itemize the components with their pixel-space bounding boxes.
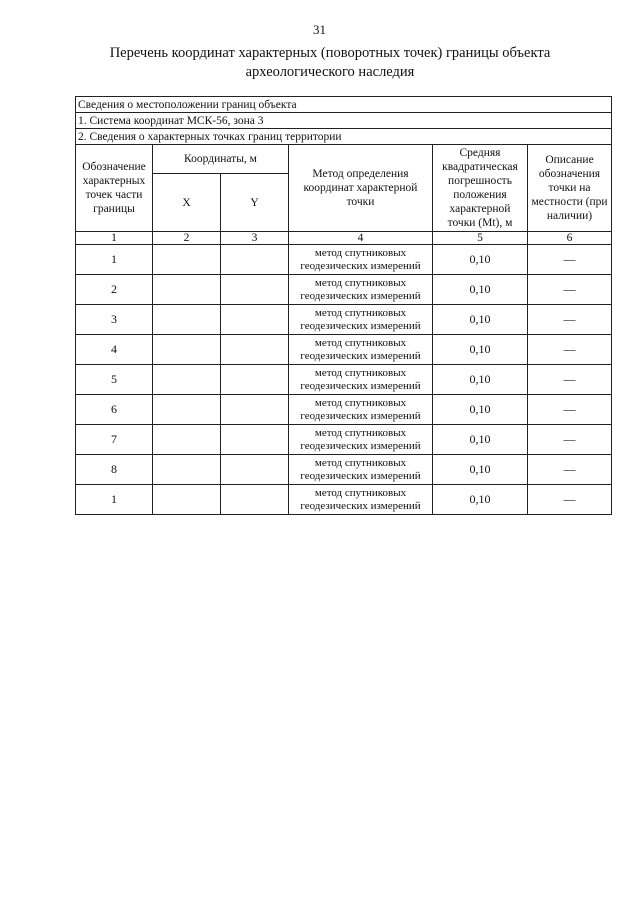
- table-row: [76, 275, 612, 305]
- header-coordinates: Координаты, м: [153, 145, 289, 174]
- y-coordinate-cell: [221, 365, 289, 395]
- method-cell: [289, 365, 433, 395]
- x-coordinate-cell: [153, 335, 221, 365]
- description-cell: —: [528, 275, 612, 305]
- document-title-line2: археологического наследия: [245, 64, 415, 80]
- table-row: [76, 245, 612, 275]
- method-cell: [289, 485, 433, 515]
- error-cell: 0,10: [433, 395, 528, 425]
- method-line1: метод спутниковых: [314, 276, 407, 289]
- point-number-cell: 1: [76, 245, 153, 275]
- error-cell: 0,10: [433, 425, 528, 455]
- method-line2: геодезических измерений: [300, 499, 421, 512]
- table-row: [76, 395, 612, 425]
- method-line1: метод спутниковых: [314, 246, 407, 259]
- info-coordinate-system-cell: 1. Система координат МСК-56, зона 3: [76, 113, 612, 129]
- point-number-cell: 4: [76, 335, 153, 365]
- method-line1: метод спутниковых: [314, 396, 407, 409]
- document-title: [60, 44, 600, 82]
- description-cell: —: [528, 335, 612, 365]
- method-line1: метод спутниковых: [314, 486, 407, 499]
- info-row: [76, 113, 612, 129]
- y-coordinate-cell: [221, 455, 289, 485]
- description-cell: —: [528, 425, 612, 455]
- x-coordinate-cell: [153, 395, 221, 425]
- header-method: Метод определения координат характерной точки: [289, 145, 433, 232]
- method-cell: [289, 455, 433, 485]
- info-points-cell: 2. Сведения о характерных точках границ территории: [76, 129, 612, 145]
- method-line2: геодезических измерений: [300, 349, 421, 362]
- description-cell: —: [528, 485, 612, 515]
- y-coordinate-cell: [221, 485, 289, 515]
- x-coordinate-cell: [153, 365, 221, 395]
- header-row: [76, 145, 612, 174]
- table-row: [76, 305, 612, 335]
- point-number-cell: 3: [76, 305, 153, 335]
- coordinates-table: [75, 96, 612, 515]
- method-line2: геодезических измерений: [300, 379, 421, 392]
- column-number: 2: [153, 232, 221, 245]
- error-cell: 0,10: [433, 365, 528, 395]
- error-cell: 0,10: [433, 455, 528, 485]
- y-coordinate-cell: [221, 335, 289, 365]
- method-line2: геодезических измерений: [300, 319, 421, 332]
- method-line2: геодезических измерений: [300, 439, 421, 452]
- method-cell: [289, 275, 433, 305]
- column-number: 1: [76, 232, 153, 245]
- header-x: X: [153, 174, 221, 232]
- method-cell: [289, 335, 433, 365]
- y-coordinate-cell: [221, 275, 289, 305]
- header-description: Описание обозначения точки на местности (при наличии): [528, 145, 612, 232]
- header-y: Y: [221, 174, 289, 232]
- method-line1: метод спутниковых: [314, 426, 407, 439]
- description-cell: —: [528, 305, 612, 335]
- y-coordinate-cell: [221, 395, 289, 425]
- method-cell: [289, 305, 433, 335]
- x-coordinate-cell: [153, 245, 221, 275]
- info-row: [76, 97, 612, 113]
- x-coordinate-cell: [153, 305, 221, 335]
- method-line2: геодезических измерений: [300, 469, 421, 482]
- point-number-cell: 7: [76, 425, 153, 455]
- column-number: 4: [289, 232, 433, 245]
- method-line2: геодезических измерений: [300, 259, 421, 272]
- error-cell: 0,10: [433, 305, 528, 335]
- method-line1: метод спутниковых: [314, 336, 407, 349]
- document-title-line1: Перечень координат характерных (поворотных точек) границы объекта: [109, 45, 551, 61]
- method-line1: метод спутниковых: [314, 456, 407, 469]
- table-row: [76, 425, 612, 455]
- header-error: Средняя квадратическая погрешность положения характерной точки (Mt), м: [433, 145, 528, 232]
- description-cell: —: [528, 245, 612, 275]
- table-row: [76, 455, 612, 485]
- info-row: [76, 129, 612, 145]
- column-number: 5: [433, 232, 528, 245]
- x-coordinate-cell: [153, 485, 221, 515]
- table-row: [76, 485, 612, 515]
- x-coordinate-cell: [153, 425, 221, 455]
- method-line2: геодезических измерений: [300, 409, 421, 422]
- method-line1: метод спутниковых: [314, 366, 407, 379]
- method-cell: [289, 245, 433, 275]
- table-row: [76, 365, 612, 395]
- column-number-row: [76, 232, 612, 245]
- description-cell: —: [528, 365, 612, 395]
- point-number-cell: 1: [76, 485, 153, 515]
- description-cell: —: [528, 455, 612, 485]
- error-cell: 0,10: [433, 485, 528, 515]
- y-coordinate-cell: [221, 305, 289, 335]
- point-number-cell: 5: [76, 365, 153, 395]
- method-cell: [289, 425, 433, 455]
- info-location-cell: Сведения о местоположении границ объекта: [76, 97, 612, 113]
- point-number-cell: 2: [76, 275, 153, 305]
- column-number: 3: [221, 232, 289, 245]
- x-coordinate-cell: [153, 275, 221, 305]
- error-cell: 0,10: [433, 335, 528, 365]
- method-cell: [289, 395, 433, 425]
- method-line2: геодезических измерений: [300, 289, 421, 302]
- column-number: 6: [528, 232, 612, 245]
- table-row: [76, 335, 612, 365]
- error-cell: 0,10: [433, 245, 528, 275]
- error-cell: 0,10: [433, 275, 528, 305]
- point-number-cell: 8: [76, 455, 153, 485]
- x-coordinate-cell: [153, 455, 221, 485]
- method-line1: метод спутниковых: [314, 306, 407, 319]
- description-cell: —: [528, 395, 612, 425]
- page-number: 31: [313, 22, 326, 37]
- y-coordinate-cell: [221, 245, 289, 275]
- header-designation: Обозначение характерных точек части границы: [76, 145, 153, 232]
- point-number-cell: 6: [76, 395, 153, 425]
- y-coordinate-cell: [221, 425, 289, 455]
